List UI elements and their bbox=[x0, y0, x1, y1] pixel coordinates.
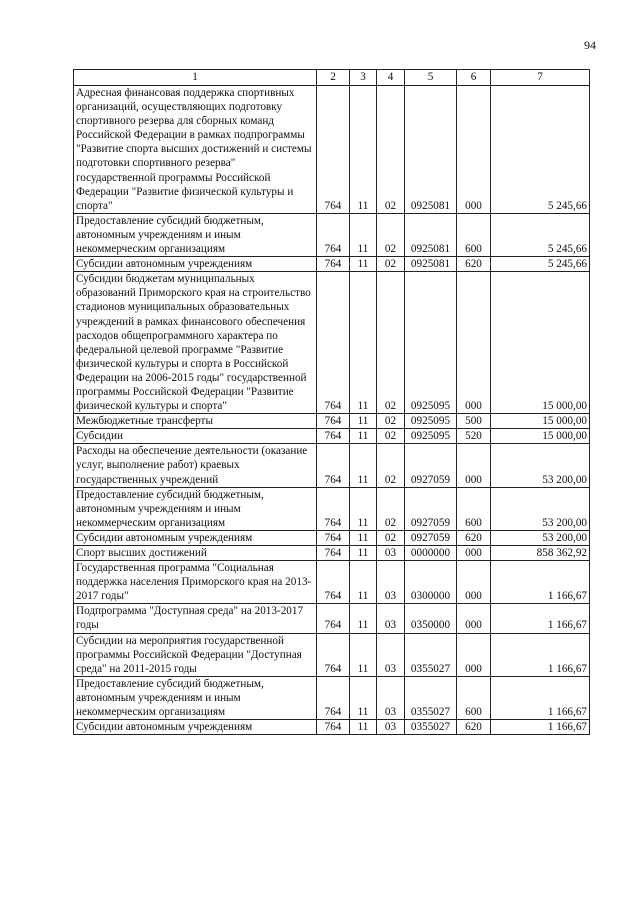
expense-type-cell: 600 bbox=[457, 676, 491, 719]
section-code-cell: 11 bbox=[350, 720, 377, 735]
expense-name-cell: Подпрограмма "Доступная среда" на 2013-2017 годы bbox=[74, 604, 317, 633]
subsection-code-cell: 03 bbox=[377, 546, 405, 561]
amount-cell: 53 200,00 bbox=[491, 444, 590, 487]
target-article-cell: 0925095 bbox=[405, 429, 457, 444]
subsection-code-cell: 02 bbox=[377, 429, 405, 444]
target-article-cell: 0300000 bbox=[405, 561, 457, 604]
expense-name-cell: Субсидии автономным учреждениям bbox=[74, 530, 317, 545]
target-article-cell: 0350000 bbox=[405, 604, 457, 633]
expense-name-cell: Государственная программа "Социальная поддержка населения Приморского края на 2013-2017 годы" bbox=[74, 561, 317, 604]
target-article-cell: 0925095 bbox=[405, 414, 457, 429]
target-article-cell: 0000000 bbox=[405, 546, 457, 561]
amount-cell: 1 166,67 bbox=[491, 633, 590, 676]
amount-cell: 1 166,67 bbox=[491, 604, 590, 633]
table-row bbox=[74, 530, 590, 545]
table-body bbox=[74, 86, 590, 735]
subsection-code-cell: 03 bbox=[377, 676, 405, 719]
ministry-code-cell: 764 bbox=[317, 530, 350, 545]
header-cell: 7 bbox=[491, 70, 590, 86]
subsection-code-cell: 02 bbox=[377, 414, 405, 429]
expense-name-cell: Предоставление субсидий бюджетным, автономным учреждениям и иным некоммерческим организациям bbox=[74, 487, 317, 530]
subsection-code-cell: 02 bbox=[377, 257, 405, 272]
subsection-code-cell: 02 bbox=[377, 487, 405, 530]
amount-cell: 15 000,00 bbox=[491, 272, 590, 414]
amount-cell: 1 166,67 bbox=[491, 676, 590, 719]
table-row bbox=[74, 561, 590, 604]
header-cell: 2 bbox=[317, 70, 350, 86]
expense-type-cell: 000 bbox=[457, 86, 491, 214]
amount-cell: 1 166,67 bbox=[491, 561, 590, 604]
page-number: 94 bbox=[584, 38, 596, 52]
ministry-code-cell: 764 bbox=[317, 720, 350, 735]
section-code-cell: 11 bbox=[350, 444, 377, 487]
budget-table bbox=[73, 69, 590, 735]
ministry-code-cell: 764 bbox=[317, 86, 350, 214]
table-row bbox=[74, 213, 590, 256]
ministry-code-cell: 764 bbox=[317, 604, 350, 633]
section-code-cell: 11 bbox=[350, 546, 377, 561]
expense-name-cell: Расходы на обеспечение деятельности (оказание услуг, выполнение работ) краевых государственных учреждений bbox=[74, 444, 317, 487]
table-row bbox=[74, 633, 590, 676]
section-code-cell: 11 bbox=[350, 633, 377, 676]
table-row bbox=[74, 444, 590, 487]
expense-name-cell: Субсидии bbox=[74, 429, 317, 444]
section-code-cell: 11 bbox=[350, 530, 377, 545]
amount-cell: 53 200,00 bbox=[491, 530, 590, 545]
header-cell: 3 bbox=[350, 70, 377, 86]
section-code-cell: 11 bbox=[350, 429, 377, 444]
expense-name-cell: Субсидии автономным учреждениям bbox=[74, 720, 317, 735]
expense-type-cell: 600 bbox=[457, 487, 491, 530]
table-row bbox=[74, 257, 590, 272]
amount-cell: 15 000,00 bbox=[491, 414, 590, 429]
table-row bbox=[74, 604, 590, 633]
ministry-code-cell: 764 bbox=[317, 561, 350, 604]
table-row bbox=[74, 86, 590, 214]
expense-type-cell: 000 bbox=[457, 633, 491, 676]
section-code-cell: 11 bbox=[350, 213, 377, 256]
amount-cell: 5 245,66 bbox=[491, 213, 590, 256]
expense-type-cell: 620 bbox=[457, 530, 491, 545]
expense-type-cell: 000 bbox=[457, 444, 491, 487]
target-article-cell: 0927059 bbox=[405, 487, 457, 530]
ministry-code-cell: 764 bbox=[317, 429, 350, 444]
expense-name-cell: Адресная финансовая поддержка спортивных организаций, осуществляющих подготовку спортивного резерва для сборных команд Российской Федерации в рамках подпрограммы "Развитие спорта высших достижений и системы подготовки спортивного резерва" государственной программы Российской Федерации "Развитие физической культуры и спорта" bbox=[74, 86, 317, 214]
expense-name-cell: Субсидии на мероприятия государственной программы Российской Федерации "Доступная среда" на 2011-2015 годы bbox=[74, 633, 317, 676]
expense-name-cell: Спорт высших достижений bbox=[74, 546, 317, 561]
table-row bbox=[74, 429, 590, 444]
ministry-code-cell: 764 bbox=[317, 257, 350, 272]
subsection-code-cell: 02 bbox=[377, 86, 405, 214]
table-row bbox=[74, 414, 590, 429]
amount-cell: 53 200,00 bbox=[491, 487, 590, 530]
section-code-cell: 11 bbox=[350, 257, 377, 272]
expense-name-cell: Предоставление субсидий бюджетным, автономным учреждениям и иным некоммерческим организациям bbox=[74, 213, 317, 256]
target-article-cell: 0927059 bbox=[405, 444, 457, 487]
ministry-code-cell: 764 bbox=[317, 414, 350, 429]
section-code-cell: 11 bbox=[350, 272, 377, 414]
target-article-cell: 0925081 bbox=[405, 257, 457, 272]
expense-type-cell: 000 bbox=[457, 272, 491, 414]
ministry-code-cell: 764 bbox=[317, 676, 350, 719]
target-article-cell: 0927059 bbox=[405, 530, 457, 545]
target-article-cell: 0355027 bbox=[405, 676, 457, 719]
header-cell: 4 bbox=[377, 70, 405, 86]
amount-cell: 1 166,67 bbox=[491, 720, 590, 735]
amount-cell: 5 245,66 bbox=[491, 86, 590, 214]
section-code-cell: 11 bbox=[350, 676, 377, 719]
expense-name-cell: Межбюджетные трансферты bbox=[74, 414, 317, 429]
table-row bbox=[74, 720, 590, 735]
ministry-code-cell: 764 bbox=[317, 546, 350, 561]
section-code-cell: 11 bbox=[350, 561, 377, 604]
target-article-cell: 0925095 bbox=[405, 272, 457, 414]
header-cell: 6 bbox=[457, 70, 491, 86]
table-row bbox=[74, 546, 590, 561]
target-article-cell: 0925081 bbox=[405, 213, 457, 256]
subsection-code-cell: 03 bbox=[377, 633, 405, 676]
amount-cell: 858 362,92 bbox=[491, 546, 590, 561]
expense-type-cell: 600 bbox=[457, 213, 491, 256]
expense-name-cell: Субсидии автономным учреждениям bbox=[74, 257, 317, 272]
header-cell: 5 bbox=[405, 70, 457, 86]
section-code-cell: 11 bbox=[350, 487, 377, 530]
header-cell: 1 bbox=[74, 70, 317, 86]
subsection-code-cell: 02 bbox=[377, 272, 405, 414]
header-row bbox=[74, 70, 590, 86]
expense-type-cell: 620 bbox=[457, 720, 491, 735]
expense-type-cell: 520 bbox=[457, 429, 491, 444]
ministry-code-cell: 764 bbox=[317, 213, 350, 256]
subsection-code-cell: 02 bbox=[377, 530, 405, 545]
table-row bbox=[74, 676, 590, 719]
subsection-code-cell: 02 bbox=[377, 444, 405, 487]
ministry-code-cell: 764 bbox=[317, 487, 350, 530]
subsection-code-cell: 03 bbox=[377, 604, 405, 633]
expense-name-cell: Предоставление субсидий бюджетным, автономным учреждениям и иным некоммерческим организациям bbox=[74, 676, 317, 719]
expense-type-cell: 500 bbox=[457, 414, 491, 429]
table-row bbox=[74, 272, 590, 414]
expense-type-cell: 620 bbox=[457, 257, 491, 272]
subsection-code-cell: 03 bbox=[377, 561, 405, 604]
amount-cell: 5 245,66 bbox=[491, 257, 590, 272]
expense-type-cell: 000 bbox=[457, 561, 491, 604]
expense-type-cell: 000 bbox=[457, 604, 491, 633]
expense-type-cell: 000 bbox=[457, 546, 491, 561]
table-row bbox=[74, 487, 590, 530]
amount-cell: 15 000,00 bbox=[491, 429, 590, 444]
ministry-code-cell: 764 bbox=[317, 444, 350, 487]
expense-name-cell: Субсидии бюджетам муниципальных образований Приморского края на строительство стадионов муниципальных образовательных учреждений в рамках финансового обеспечения расходов общепрограммного характера по федеральной целевой программе "Развитие физической культуры и спорта в Российской Федерации на 2006-2015 годы" государственной программы Российской Федерации "Развитие физической культуры и спорта" bbox=[74, 272, 317, 414]
target-article-cell: 0925081 bbox=[405, 86, 457, 214]
ministry-code-cell: 764 bbox=[317, 272, 350, 414]
target-article-cell: 0355027 bbox=[405, 720, 457, 735]
target-article-cell: 0355027 bbox=[405, 633, 457, 676]
section-code-cell: 11 bbox=[350, 604, 377, 633]
section-code-cell: 11 bbox=[350, 414, 377, 429]
section-code-cell: 11 bbox=[350, 86, 377, 214]
subsection-code-cell: 03 bbox=[377, 720, 405, 735]
subsection-code-cell: 02 bbox=[377, 213, 405, 256]
ministry-code-cell: 764 bbox=[317, 633, 350, 676]
